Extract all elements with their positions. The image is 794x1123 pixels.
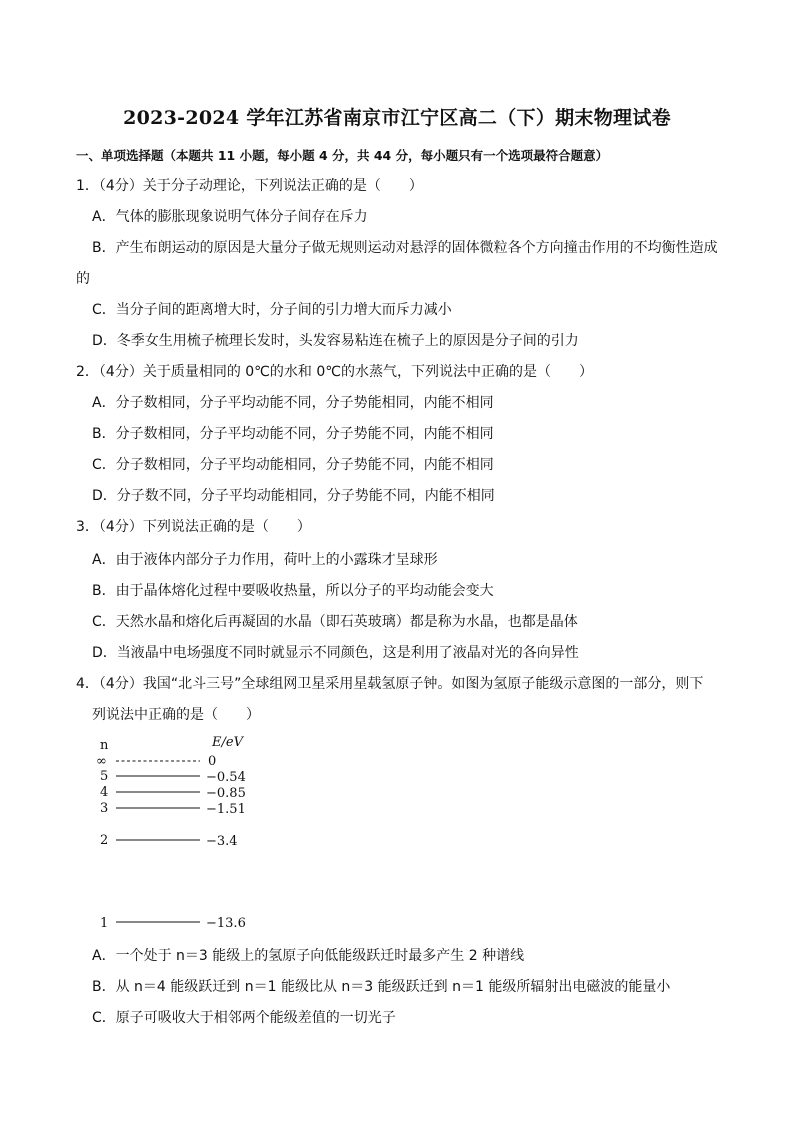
level-4-n: 4	[100, 785, 109, 800]
level-1-n: 1	[100, 916, 109, 931]
diagram-n-header: n	[100, 738, 109, 753]
level-2-energy: −3.4	[206, 834, 238, 849]
level-5-n: 5	[100, 769, 109, 784]
level-inf-energy: 0	[208, 754, 217, 769]
diagram-e-header: E/eV	[212, 735, 243, 750]
q4-option-c: C．原子可吸收大于相邻两个能级差值的一切光子	[92, 1010, 396, 1026]
q3-stem: 3．（4分）下列说法正确的是（ ）	[76, 519, 311, 535]
level-2-n: 2	[100, 833, 109, 848]
q1-option-b: B．产生布朗运动的原因是大量分子做无规则运动对悬浮的固体微粒各个方向撞击作用的不均衡性造成	[92, 240, 718, 256]
level-4-energy: −0.85	[206, 786, 246, 801]
q2-option-b: B．分子数相同，分子平均动能不同，分子势能不同，内能不相同	[92, 426, 494, 442]
q4-option-a: A．一个处于 n＝3 能级上的氢原子向低能级跃迁时最多产生 2 种谱线	[92, 948, 525, 964]
q1-option-b-cont: 的	[76, 271, 90, 287]
q1-option-c: C．当分子间的距离增大时，分子间的引力增大而斥力减小	[92, 302, 452, 318]
level-3-energy: −1.51	[206, 802, 246, 817]
q4-stem-line2: 列说法中正确的是（ ）	[92, 707, 260, 723]
level-3-n: 3	[100, 801, 109, 816]
q3-option-c: C．天然水晶和熔化后再凝固的水晶（即石英玻璃）都是称为水晶，也都是晶体	[92, 614, 578, 630]
q2-option-a: A．分子数相同，分子平均动能不同，分子势能相同，内能不相同	[92, 395, 494, 411]
q1-option-a: A．气体的膨胀现象说明气体分子间存在斥力	[92, 209, 368, 225]
q1-option-d: D．冬季女生用梳子梳理长发时，头发容易粘连在梳子上的原因是分子间的引力	[92, 333, 579, 349]
q3-option-b: B．由于晶体熔化过程中要吸收热量，所以分子的平均动能会变大	[92, 583, 494, 599]
q2-option-c: C．分子数相同，分子平均动能相同，分子势能不同，内能不相同	[92, 457, 494, 473]
q3-option-a: A．由于液体内部分子力作用，荷叶上的小露珠才呈球形	[92, 552, 438, 568]
section-heading: 一、单项选择题（本题共 11 小题，每小题 4 分，共 44 分，每小题只有一个选项最符合题意）	[76, 148, 609, 163]
level-inf-n: ∞	[96, 754, 107, 769]
level-5-energy: −0.54	[206, 770, 246, 785]
q2-stem: 2．（4分）关于质量相同的 0℃的水和 0℃的水蒸气，下列说法中正确的是（ ）	[76, 364, 593, 380]
q3-option-d: D．当液晶中电场强度不同时就显示不同颜色，这是利用了液晶对光的各向异性	[92, 645, 579, 661]
level-1-energy: −13.6	[206, 916, 246, 931]
q4-option-b: B．从 n＝4 能级跃迁到 n＝1 能级比从 n＝3 能级跃迁到 n＝1 能级所辐射出电磁波的能量小	[92, 979, 671, 995]
energy-level-diagram	[96, 732, 276, 932]
q4-stem-line1: 4．（4分）我国“北斗三号”全球组网卫星采用星载氢原子钟。如图为氢原子能级示意图的一部分，则下	[76, 676, 704, 692]
exam-title: 2023-2024 学年江苏省南京市江宁区高二（下）期末物理试卷	[123, 107, 671, 129]
q1-stem: 1．（4分）关于分子动理论，下列说法正确的是（ ）	[76, 178, 423, 194]
q2-option-d: D．分子数不同，分子平均动能相同，分子势能不同，内能不相同	[92, 488, 495, 504]
